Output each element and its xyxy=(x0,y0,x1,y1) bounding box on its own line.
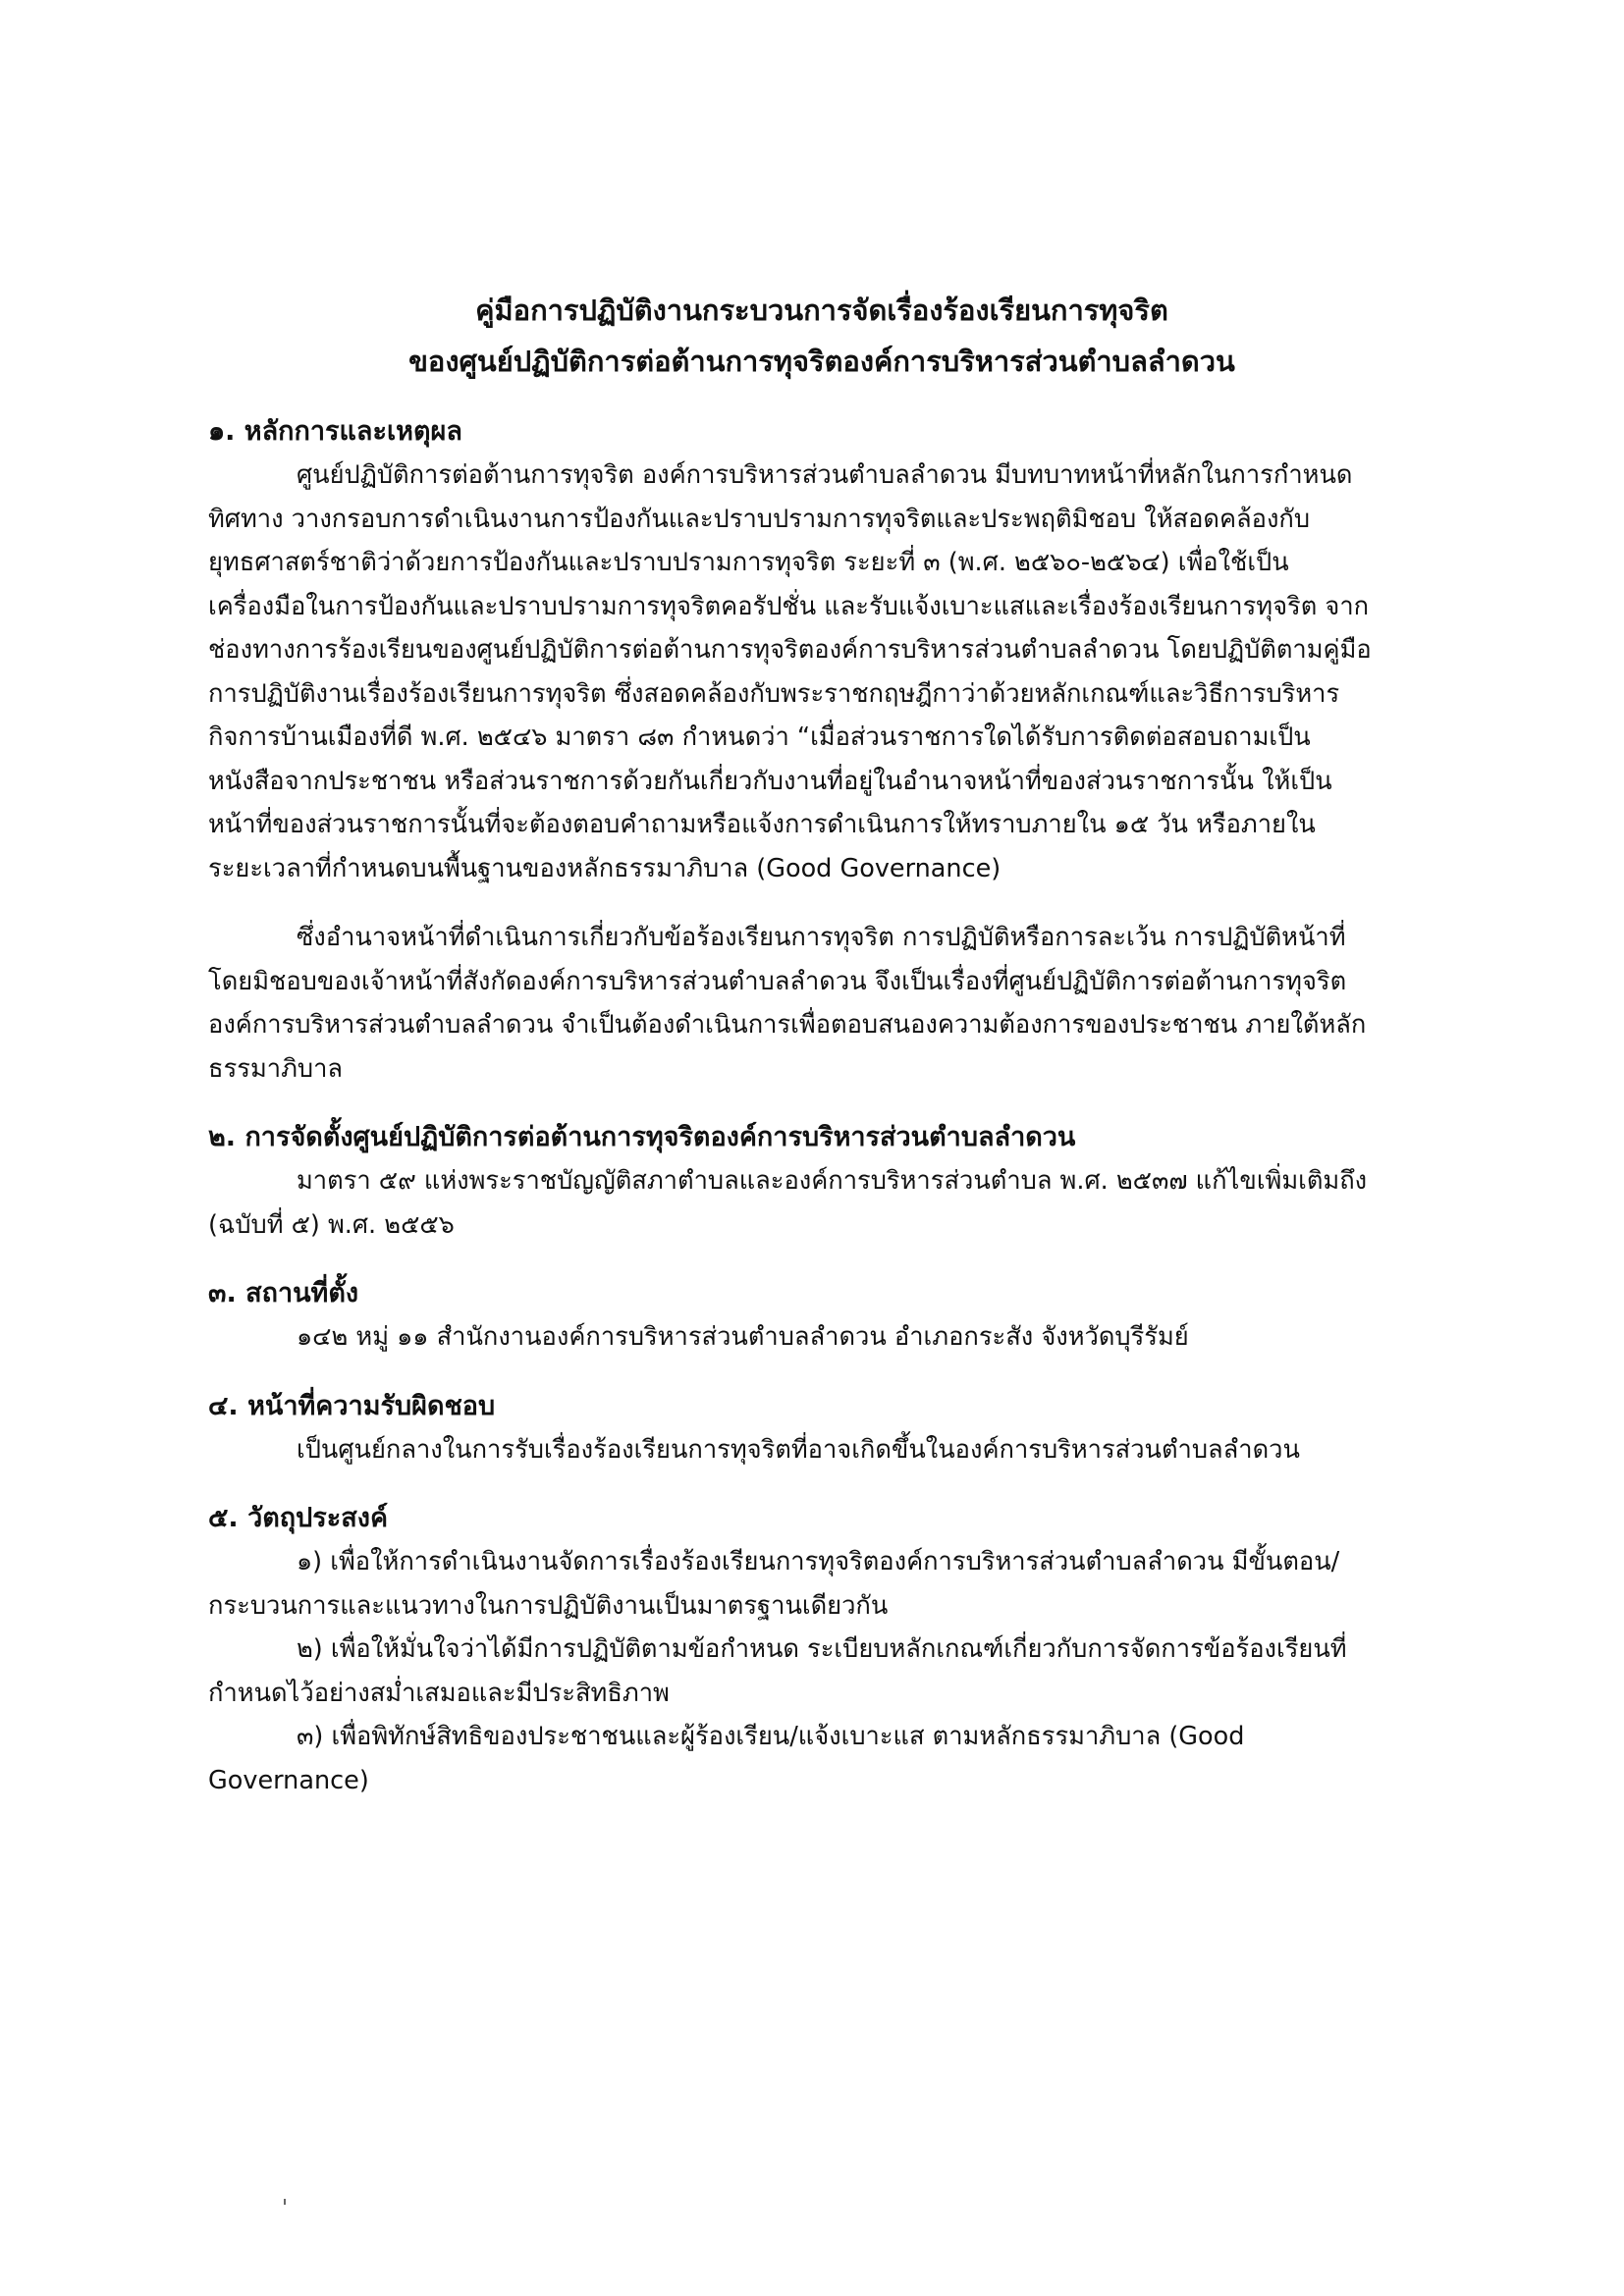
title-line-1: คู่มือการปฏิบัติงานกระบวนการจัดเรื่องร้องเรียนการทุจริต xyxy=(475,294,1168,327)
paragraph-line: ธรรมาภิบาล xyxy=(208,1053,344,1084)
section-2-heading: ๒. การจัดตั้งศูนย์ปฏิบัติการต่อต้านการทุจริตองค์การบริหารส่วนตำบลลำดวน xyxy=(208,1122,1076,1152)
paragraph-line: หนังสือจากประชาชน หรือส่วนราชการด้วยกันเกี่ยวกับงานที่อยู่ในอำนาจหน้าที่ของส่วนราชการนั้น ให้เป็น xyxy=(208,766,1332,796)
paragraph-line: มาตรา ๕๙ แห่งพระราชบัญญัติสภาตำบลและองค์การบริหารส่วนตำบล พ.ศ. ๒๕๓๗ แก้ไขเพิ่มเติมถึง xyxy=(297,1166,1368,1196)
section-1-paragraph-2 xyxy=(208,916,1435,1091)
paragraph-line: โดยมิชอบของเจ้าหน้าที่สังกัดองค์การบริหารส่วนตำบลลำดวน จึงเป็นเรื่องที่ศูนย์ปฏิบัติการต่อต้านการทุจริต xyxy=(208,966,1347,996)
section-4-paragraph xyxy=(208,1428,1435,1472)
title-line-2: ของศูนย์ปฏิบัติการต่อต้านการทุจริตองค์การบริหารส่วนตำบลลำดวน xyxy=(408,345,1235,378)
section-4-heading: ๔. หน้าที่ความรับผิดชอบ xyxy=(208,1390,496,1421)
paragraph-line: ๒) เพื่อให้มั่นใจว่าได้มีการปฏิบัติตามข้อกำหนด ระเบียบหลักเกณฑ์เกี่ยวกับการจัดการข้อร้องเรียนที่ xyxy=(297,1634,1347,1664)
objective-1 xyxy=(208,1540,1435,1628)
paragraph-line: ซึ่งอำนาจหน้าที่ดำเนินการเกี่ยวกับข้อร้องเรียนการทุจริต การปฏิบัติหรือการละเว้น การปฏิบัติหน้าที่ xyxy=(297,923,1346,952)
paragraph-line: กิจการบ้านเมืองที่ดี พ.ศ. ๒๕๔๖ มาตรา ๘๓ กำหนดว่า “เมื่อส่วนราชการใดได้รับการติดต่อสอบถามเป็น xyxy=(208,722,1311,752)
paragraph-line: (ฉบับที่ ๕) พ.ศ. ๒๕๕๖ xyxy=(208,1209,455,1240)
paragraph-line: การปฏิบัติงานเรื่องร้องเรียนการทุจริต ซึ่งสอดคล้องกับพระราชกฤษฎีกาว่าด้วยหลักเกณฑ์และวิธีการบริหาร xyxy=(208,678,1340,709)
document-body xyxy=(208,410,1435,1802)
section-2-paragraph xyxy=(208,1159,1435,1247)
scan-mark xyxy=(284,2199,286,2205)
paragraph-line: กระบวนการและแนวทางในการปฏิบัติงานเป็นมาตรฐานเดียวกัน xyxy=(208,1590,889,1621)
section-3-heading: ๓. สถานที่ตั้ง xyxy=(208,1278,359,1308)
paragraph-line: ๑๔๒ หมู่ ๑๑ สำนักงานองค์การบริหารส่วนตำบลลำดวน อำเภอกระสัง จังหวัดบุรีรัมย์ xyxy=(297,1322,1189,1352)
paragraph-line: กำหนดไว้อย่างสม่ำเสมอและมีประสิทธิภาพ xyxy=(208,1678,670,1708)
section-1-paragraph-1 xyxy=(208,454,1435,890)
document-title xyxy=(208,285,1435,387)
paragraph-line: ยุทธศาสตร์ชาติว่าด้วยการป้องกันและปราบปรามการทุจริต ระยะที่ ๓ (พ.ศ. ๒๕๖๐-๒๕๖๔) เพื่อใช้เป็น xyxy=(208,548,1289,577)
section-1-heading: ๑. หลักการและเหตุผล xyxy=(208,416,462,447)
paragraph-line: ระยะเวลาที่กำหนดบนพื้นฐานของหลักธรรมาภิบาล (Good Governance) xyxy=(208,853,1001,883)
paragraph-line: ศูนย์ปฏิบัติการต่อต้านการทุจริต องค์การบริหารส่วนตำบลลำดวน มีบทบาทหน้าที่หลักในการกำหนด xyxy=(297,460,1353,490)
paragraph-line: Governance) xyxy=(208,1765,369,1795)
paragraph-line: ช่องทางการร้องเรียนของศูนย์ปฏิบัติการต่อต้านการทุจริตองค์การบริหารส่วนตำบลลำดวน โดยปฏิบัติตามคู่มือ xyxy=(208,635,1372,665)
section-5-heading: ๕. วัตถุประสงค์ xyxy=(208,1503,389,1533)
paragraph-line: องค์การบริหารส่วนตำบลลำดวน จำเป็นต้องดำเนินการเพื่อตอบสนองความต้องการของประชาชน ภายใต้หลัก xyxy=(208,1010,1367,1040)
paragraph-line: หน้าที่ของส่วนราชการนั้นที่จะต้องตอบคำถามหรือแจ้งการดำเนินการให้ทราบภายใน ๑๕ วัน หรือภายใน xyxy=(208,810,1316,839)
objective-3 xyxy=(208,1715,1435,1802)
paragraph-line: ทิศทาง วางกรอบการดำเนินงานการป้องกันและปราบปรามการทุจริตและประพฤติมิชอบ ให้สอดคล้องกับ xyxy=(208,504,1311,534)
paragraph-line: เป็นศูนย์กลางในการรับเรื่องร้องเรียนการทุจริตที่อาจเกิดขึ้นในองค์การบริหารส่วนตำบลลำดวน xyxy=(297,1434,1300,1465)
paragraph-line: ๑) เพื่อให้การดำเนินงานจัดการเรื่องร้องเรียนการทุจริตองค์การบริหารส่วนตำบลลำดวน มีขั้นตอน/ xyxy=(297,1547,1340,1576)
section-3-paragraph xyxy=(208,1315,1435,1360)
objective-2 xyxy=(208,1628,1435,1715)
paragraph-line: ๓) เพื่อพิทักษ์สิทธิของประชาชนและผู้ร้องเรียน/แจ้งเบาะแส ตามหลักธรรมาภิบาล (Good xyxy=(297,1722,1245,1751)
paragraph-line: เครื่องมือในการป้องกันและปราบปรามการทุจริตคอรัปชั่น และรับแจ้งเบาะแสและเรื่องร้องเรียนการทุจริต จาก xyxy=(208,591,1370,621)
